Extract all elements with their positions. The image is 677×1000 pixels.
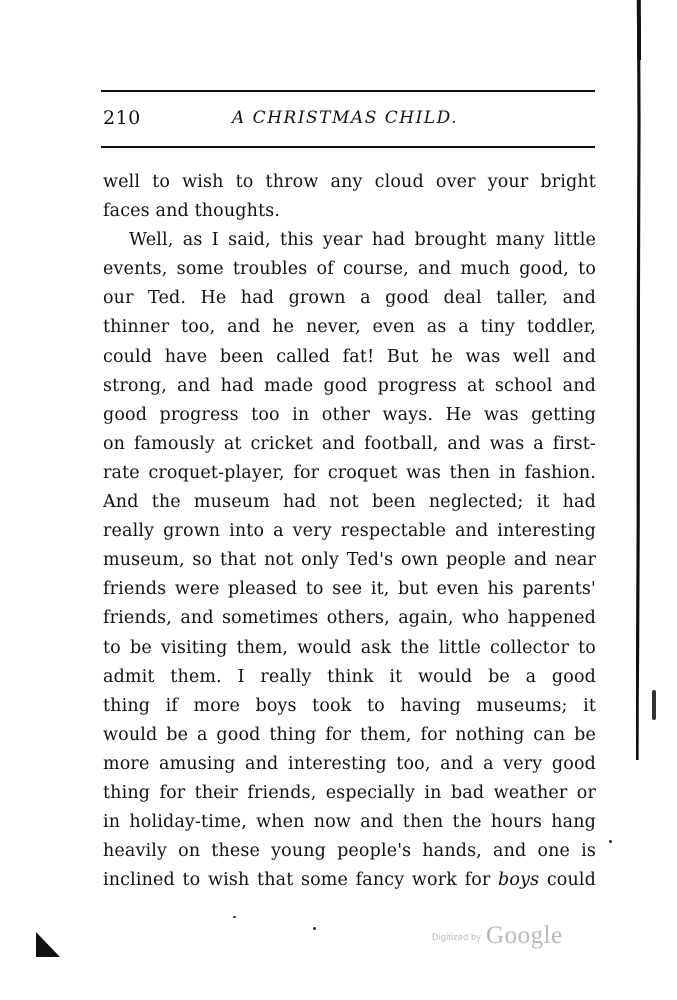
page-binding-edge <box>636 0 641 1000</box>
text-run: could <box>539 870 596 891</box>
text-line: friends, and sometimes others, again, who happened <box>103 608 596 629</box>
paragraph-start-line: Well, as I said, this year had brought many little <box>129 230 596 251</box>
page-corner-marker <box>34 930 62 960</box>
text-line: And the museum had not been neglected; it had <box>103 492 596 513</box>
page-number: 210 <box>103 107 141 129</box>
scan-speck <box>609 840 612 843</box>
watermark-prefix: Digitized by <box>432 932 481 942</box>
text-line: friends were pleased to see it, but even his parents' <box>103 579 596 600</box>
running-title: A CHRISTMAS CHILD. <box>232 108 459 128</box>
emphasized-word: boys <box>498 870 540 891</box>
text-line: to be visiting them, would ask the little collector to <box>103 637 596 658</box>
scan-speck <box>233 916 236 918</box>
text-line: thing for their friends, especially in bad weather or <box>103 782 596 803</box>
scan-artifact <box>652 690 656 720</box>
text-line: faces and thoughts. <box>103 201 281 222</box>
text-line: more amusing and interesting too, and a very good <box>103 753 596 774</box>
top-rule <box>101 90 595 92</box>
text-line: heavily on these young people's hands, and one is <box>103 841 596 862</box>
header-rule <box>101 146 595 148</box>
text-line: on famously at cricket and football, and was a first- <box>103 433 596 454</box>
text-line: thinner too, and he never, even as a tiny toddler, <box>103 317 596 338</box>
text-line-final <box>103 866 596 895</box>
text-line: museum, so that not only Ted's own people and near <box>103 550 596 571</box>
body-text <box>103 168 596 895</box>
text-line: in holiday-time, when now and then the hours hang <box>103 812 596 833</box>
text-line: really grown into a very respectable and interesting <box>103 521 596 542</box>
text-line: admit them. I really think it would be a good <box>103 666 596 687</box>
digitized-watermark <box>432 922 563 950</box>
text-line: strong, and had made good progress at school and <box>103 375 596 396</box>
text-line: thing if more boys took to having museums; it <box>103 695 596 716</box>
text-line: our Ted. He had grown a good deal taller, and <box>103 288 596 309</box>
watermark-logo: Google <box>486 922 563 949</box>
text-run: inclined to wish that some fancy work for <box>103 870 499 891</box>
text-line: good progress too in other ways. He was getting <box>103 404 596 425</box>
text-line: well to wish to throw any cloud over your bright <box>103 172 596 192</box>
text-line: events, some troubles of course, and much good, to <box>103 259 596 280</box>
text-line: rate croquet-player, for croquet was then in fashion. <box>103 462 596 483</box>
text-line: could have been called fat! But he was well and <box>103 346 596 367</box>
scan-speck <box>313 927 316 930</box>
text-line: would be a good thing for them, for nothing can be <box>103 724 596 745</box>
